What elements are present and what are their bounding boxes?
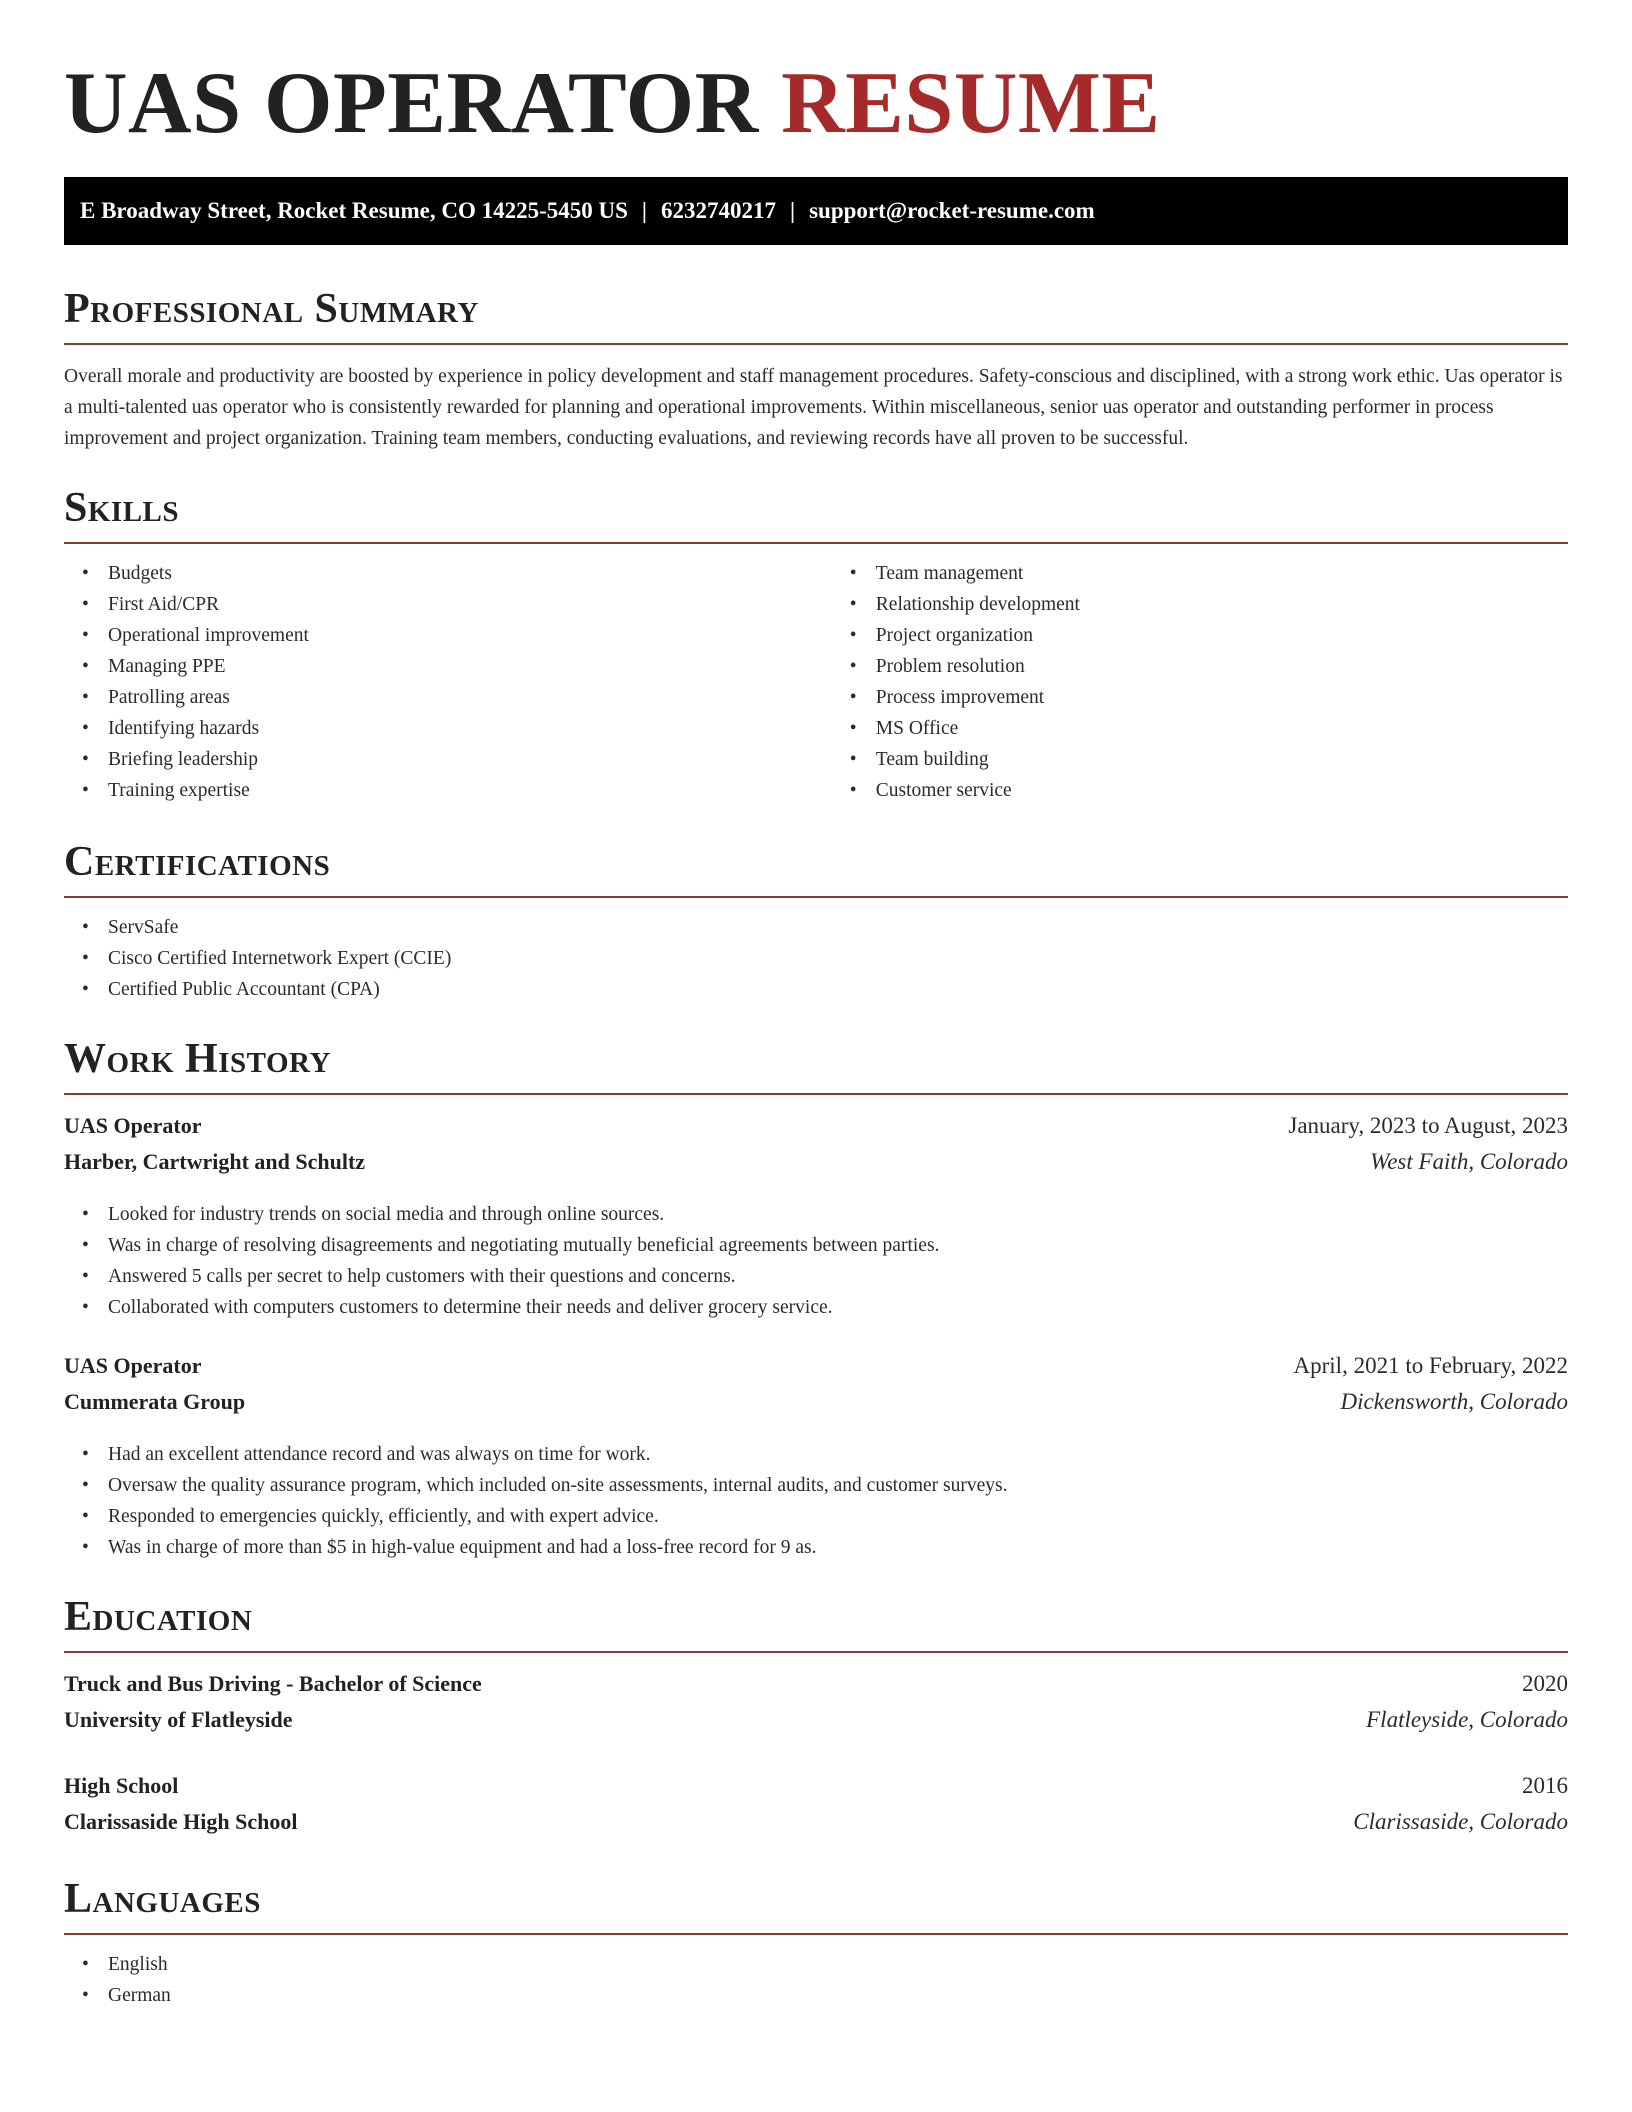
section-divider [64,896,1568,898]
skill-item: • Team management [876,558,1568,589]
education-heading: Education [64,1594,253,1640]
job-header-row [64,1113,1568,1149]
skill-item: • First Aid/CPR [108,589,840,620]
skill-item: • Relationship development [876,589,1568,620]
certification-item: • Cisco Certified Internetwork Expert (CCIE) [108,943,1568,974]
section-divider [64,1651,1568,1653]
education-school: University of Flatleyside [64,1707,293,1732]
certification-item: • ServSafe [108,912,1568,943]
resume-title [64,54,1568,154]
skill-item: • Budgets [108,558,840,589]
education-year: 2020 [1522,1671,1568,1696]
job-header-row [64,1353,1568,1389]
education-section [64,1591,1568,1845]
job-duty-item: • Collaborated with computers customers to determine their needs and deliver grocery service. [108,1292,1568,1323]
skill-item: • Problem resolution [876,651,1568,682]
languages-section [64,1873,1568,2011]
job-dates: January, 2023 to August, 2023 [1288,1113,1568,1138]
job-duty-item: • Was in charge of more than $5 in high-value equipment and had a loss-free record for 9 as. [108,1532,1568,1563]
contact-separator: | [790,198,796,223]
education-degree-row [64,1671,1568,1707]
education-entry [64,1773,1568,1845]
skill-item: • Team building [876,744,1568,775]
languages-list [64,1949,1568,2011]
education-degree: Truck and Bus Driving - Bachelor of Science [64,1671,482,1696]
job-duties [64,1439,1568,1563]
skills-section [64,482,1568,806]
contact-bar [64,177,1568,245]
skill-item: • Project organization [876,620,1568,651]
job-company-row [64,1389,1568,1425]
job-company: Cummerata Group [64,1389,246,1414]
certifications-list [64,912,1568,1005]
summary-text: Overall morale and productivity are boosted by experience in policy development and staff management procedures. Safety-conscious and disciplined, with a strong work ethic. Uas operator is a multi-talented uas operator who is consistently rewarded for planning and operational improvements. Within miscellaneous, senior uas operator and outstanding performer in process improvement and project organization. Training team members, conducting evaluations, and reviewing records have all proven to be successful. [64,366,1563,449]
language-item: • German [108,1980,1568,2011]
skill-item: • MS Office [876,713,1568,744]
skill-item: • Process improvement [876,682,1568,713]
job-company-row [64,1149,1568,1185]
education-location: Flatleyside, Colorado [1366,1707,1568,1732]
job-company: Harber, Cartwright and Schultz [64,1149,366,1174]
skills-list-left [64,558,840,806]
job-duty-item: • Oversaw the quality assurance program, which included on-site assessments, internal audits, and customer surveys. [108,1470,1568,1501]
education-entry [64,1671,1568,1743]
skills-heading: Skills [64,485,180,531]
job-dates: April, 2021 to February, 2022 [1293,1353,1568,1378]
education-school-row [64,1707,1568,1743]
job-duty-item: • Looked for industry trends on social media and through online sources. [108,1199,1568,1230]
skill-item: • Identifying hazards [108,713,840,744]
skills-list-right [840,558,1568,806]
skill-item: • Briefing leadership [108,744,840,775]
certifications-section [64,836,1568,1005]
contact-phone: 6232740217 [661,198,776,223]
job-entry [64,1353,1568,1563]
job-location: Dickensworth, Colorado [1340,1389,1568,1414]
skill-item: • Managing PPE [108,651,840,682]
contact-separator: | [641,198,647,223]
section-divider [64,343,1568,345]
work-history-heading: Work History [64,1036,331,1082]
job-duty-item: • Had an excellent attendance record and was always on time for work. [108,1439,1568,1470]
job-location: West Faith, Colorado [1370,1149,1568,1174]
section-divider [64,1933,1568,1935]
education-degree: High School [64,1773,179,1798]
certification-item: • Certified Public Accountant (CPA) [108,974,1568,1005]
title-accent: RESUME [781,55,1161,152]
skill-item: • Training expertise [108,775,840,806]
education-school-row [64,1809,1568,1845]
work-history-section [64,1033,1568,1563]
job-duties [64,1199,1568,1323]
job-title: UAS Operator [64,1113,202,1138]
job-entry [64,1113,1568,1323]
contact-address: E Broadway Street, Rocket Resume, CO 14225-5450 US [80,198,628,223]
summary-section [64,283,1568,454]
education-location: Clarissaside, Colorado [1353,1809,1568,1834]
language-item: • English [108,1949,1568,1980]
certifications-heading: Certifications [64,839,331,885]
job-duty-item: • Was in charge of resolving disagreements and negotiating mutually beneficial agreements between parties. [108,1230,1568,1261]
education-year: 2016 [1522,1773,1568,1798]
title-main: UAS OPERATOR [64,55,759,152]
job-duty-item: • Responded to emergencies quickly, efficiently, and with expert advice. [108,1501,1568,1532]
skill-item: • Patrolling areas [108,682,840,713]
job-title: UAS Operator [64,1353,202,1378]
contact-email[interactable]: support@rocket-resume.com [809,198,1095,223]
summary-heading: Professional Summary [64,286,479,332]
skills-grid [64,544,1568,806]
education-degree-row [64,1773,1568,1809]
education-school: Clarissaside High School [64,1809,298,1834]
job-duty-item: • Answered 5 calls per secret to help customers with their questions and concerns. [108,1261,1568,1292]
skill-item: • Operational improvement [108,620,840,651]
section-divider [64,1093,1568,1095]
languages-heading: Languages [64,1876,261,1922]
skill-item: • Customer service [876,775,1568,806]
